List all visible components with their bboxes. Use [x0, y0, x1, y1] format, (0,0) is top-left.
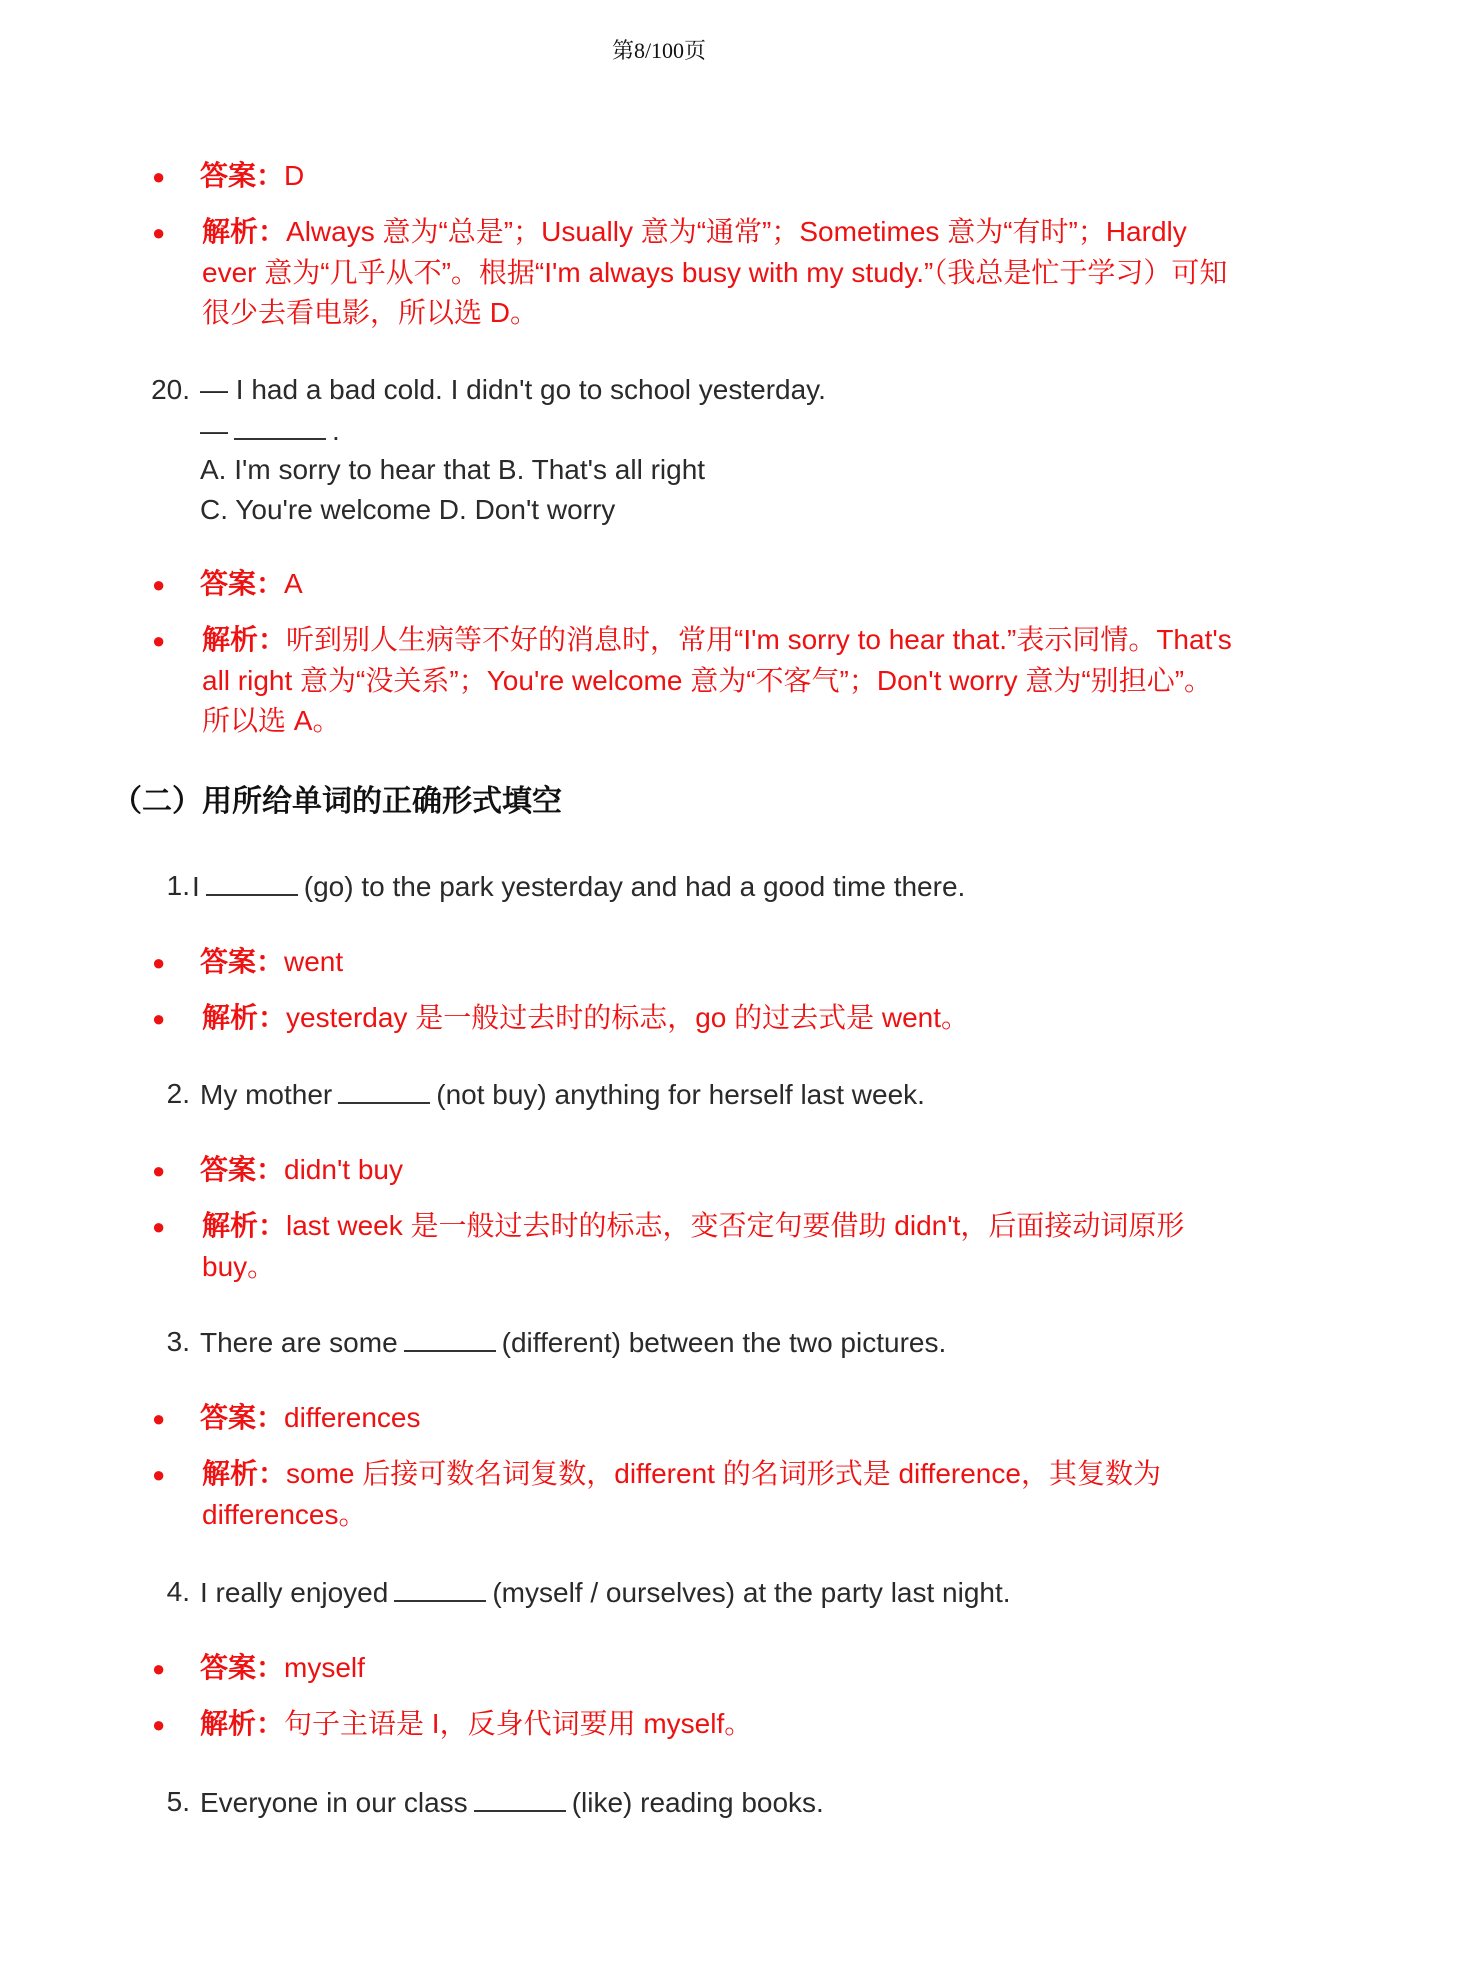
question-number: 5. — [166, 1786, 190, 1817]
bullet-icon: ● — [152, 164, 166, 189]
bullet-icon: ● — [152, 220, 166, 245]
answer-label: 答案： — [200, 1653, 285, 1684]
question-prefix: I — [192, 871, 200, 902]
question-text — [192, 866, 965, 907]
question-prefix: There are some — [200, 1327, 398, 1358]
analysis-text: last week 是一般过去时的标志，变否定句要借助 didn't，后面接动词原形 buy。 — [202, 1210, 1185, 1282]
question-options: C. You're welcome D. Don't worry — [200, 494, 616, 525]
question-text — [200, 1782, 824, 1823]
analysis-line — [202, 998, 1232, 1039]
question-number: 3. — [166, 1326, 190, 1357]
answer-value: differences — [284, 1402, 421, 1433]
analysis-line — [202, 212, 1232, 333]
answer-blank — [474, 1782, 566, 1812]
analysis-line — [202, 1454, 1232, 1535]
answer-line — [200, 564, 303, 605]
bullet-icon: ● — [152, 1006, 166, 1031]
answer-blank — [404, 1322, 496, 1352]
question-options: A. I'm sorry to hear that B. That's all right — [200, 454, 706, 485]
section-title: （二）用所给单词的正确形式填空 — [112, 785, 562, 818]
answer-line — [200, 1150, 403, 1191]
bullet-icon: ● — [152, 1406, 166, 1431]
answer-blank — [338, 1074, 430, 1104]
question-suffix: (different) between the two pictures. — [501, 1327, 947, 1358]
question-text — [200, 1074, 925, 1115]
question-text: — I had a bad cold. I didn't go to school yesterday. — [200, 374, 826, 405]
question-text — [200, 1322, 946, 1363]
analysis-text: some 后接可数名词复数，different 的名词形式是 difference，其复数为 differences。 — [202, 1458, 1161, 1530]
dash: — — [200, 415, 228, 446]
answer-label: 答案： — [200, 1403, 285, 1434]
analysis-label: 解析： — [202, 1211, 287, 1242]
answer-label: 答案： — [200, 1155, 285, 1186]
analysis-text: 句子主语是 I，反身代词要用 myself。 — [284, 1708, 753, 1739]
analysis-line — [200, 1704, 752, 1745]
question-suffix: (go) to the park yesterday and had a good time there. — [303, 871, 966, 902]
answer-label: 答案： — [200, 161, 285, 192]
question-reply — [200, 410, 340, 451]
period: . — [332, 415, 340, 446]
answer-line — [200, 942, 343, 983]
answer-blank — [234, 410, 326, 440]
analysis-text: Always 意为“总是”；Usually 意为“通常”；Sometimes 意为“有时”；Hardly ever 意为“几乎从不”。根据“I'm always busy with my study.”（我总是忙于学习）可知很少去看电影，所以选 D。 — [202, 216, 1228, 328]
answer-value: D — [284, 160, 305, 191]
question-text — [200, 1572, 1011, 1613]
answer-label: 答案： — [200, 947, 285, 978]
answer-line — [200, 1398, 420, 1439]
answer-line — [200, 156, 304, 197]
question-prefix: My mother — [200, 1079, 333, 1110]
bullet-icon: ● — [152, 1656, 166, 1681]
bullet-icon: ● — [152, 1712, 166, 1737]
bullet-icon: ● — [152, 950, 166, 975]
answer-blank — [394, 1572, 486, 1602]
analysis-label: 解析： — [202, 1003, 287, 1034]
answer-blank — [206, 866, 298, 896]
bullet-icon: ● — [152, 628, 166, 653]
analysis-label: 解析： — [202, 217, 287, 248]
question-prefix: Everyone in our class — [200, 1787, 468, 1818]
page-indicator: 第8/100页 — [611, 38, 707, 63]
bullet-icon: ● — [152, 1462, 166, 1487]
question-number: 1. — [166, 870, 190, 901]
analysis-line — [202, 620, 1232, 741]
bullet-icon: ● — [152, 1158, 166, 1183]
analysis-line — [202, 1206, 1232, 1287]
analysis-label: 解析： — [202, 625, 287, 656]
answer-label: 答案： — [200, 569, 285, 600]
analysis-text: yesterday 是一般过去时的标志，go 的过去式是 went。 — [286, 1002, 970, 1033]
question-number: 2. — [166, 1078, 190, 1109]
question-number: 20. — [151, 374, 190, 405]
question-number: 4. — [166, 1576, 190, 1607]
answer-value: myself — [284, 1652, 365, 1683]
answer-value: didn't buy — [284, 1154, 404, 1185]
analysis-label: 解析： — [200, 1709, 285, 1740]
question-suffix: (not buy) anything for herself last week. — [436, 1079, 925, 1110]
analysis-text: 听到别人生病等不好的消息时，常用“I'm sorry to hear that.”表示同情。That's all right 意为“没关系”；You're welcome 意为“不客气”；Don't worry 意为“别担心”。所以选 A。 — [202, 624, 1232, 736]
question-suffix: (myself / ourselves) at the party last night. — [492, 1577, 1011, 1608]
answer-value: A — [284, 568, 303, 599]
bullet-icon: ● — [152, 1214, 166, 1239]
answer-line — [200, 1648, 365, 1689]
question-suffix: (like) reading books. — [571, 1787, 824, 1818]
answer-value: went — [284, 946, 344, 977]
bullet-icon: ● — [152, 572, 166, 597]
analysis-label: 解析： — [202, 1459, 287, 1490]
question-prefix: I really enjoyed — [200, 1577, 389, 1608]
